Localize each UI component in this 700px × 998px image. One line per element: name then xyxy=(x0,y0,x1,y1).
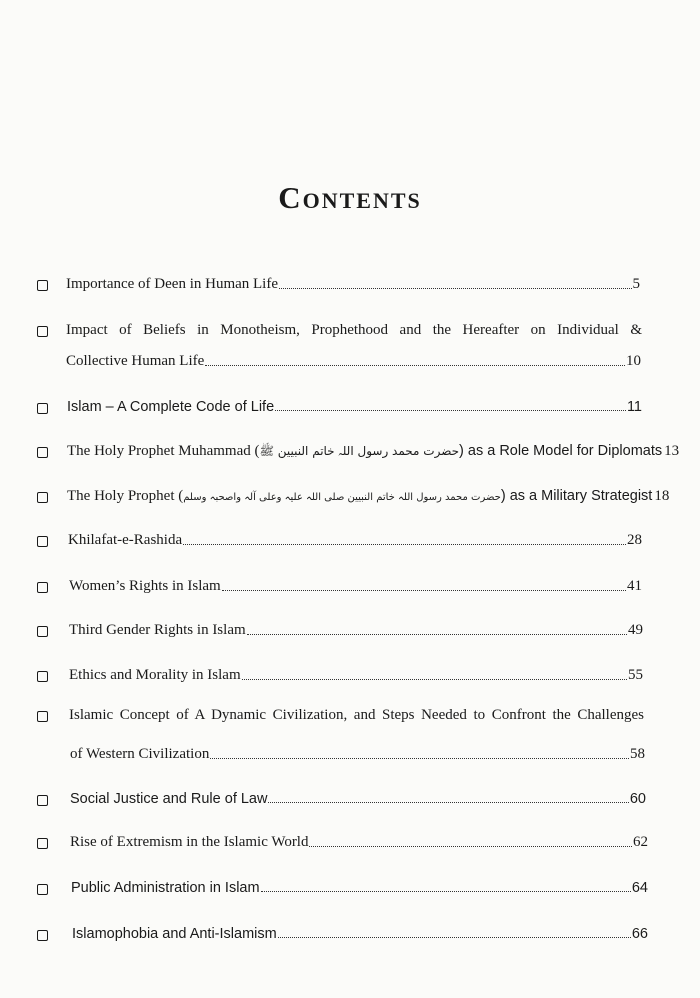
checkbox-bullet-icon xyxy=(37,326,48,337)
toc-page-number: 66 xyxy=(631,926,648,942)
toc-entry-title: Islamophobia and Anti-Islamism xyxy=(72,926,277,942)
checkbox-bullet-icon xyxy=(37,582,48,593)
leader-dots xyxy=(275,410,626,411)
checkbox-bullet-icon xyxy=(37,711,48,722)
toc-page-number: 13 xyxy=(664,443,680,459)
toc-entry-title-line1: Islamic Concept of A Dynamic Civilization, and Steps Needed to Confront the Challenges xyxy=(69,707,644,723)
toc-entry-title-suffix: ) as a Military Strategist xyxy=(500,488,653,504)
leader-dots xyxy=(279,288,632,289)
leader-dots xyxy=(222,590,626,591)
toc-entry-title: Rise of Extremism in the Islamic World xyxy=(70,834,309,850)
leader-dots xyxy=(268,802,628,803)
toc-entry-title-line2: of Western Civilization xyxy=(70,746,210,762)
urdu-honorific: حضرت محمد رسول اللہ خاتم النبیین ﷺ xyxy=(259,444,460,458)
toc-page-number: 55 xyxy=(628,667,643,683)
toc-entry-title: Social Justice and Rule of Law xyxy=(70,791,268,807)
leader-dots xyxy=(247,634,627,635)
checkbox-bullet-icon xyxy=(37,795,48,806)
checkbox-bullet-icon xyxy=(37,280,48,291)
toc-entry-title: Importance of Deen in Human Life xyxy=(66,276,278,292)
checkbox-bullet-icon xyxy=(37,930,48,941)
toc-entry-title: Women’s Rights in Islam xyxy=(69,578,221,594)
leader-dots xyxy=(278,937,631,938)
toc-entry-title: Third Gender Rights in Islam xyxy=(69,622,246,638)
toc-entry-title-line2: Collective Human Life xyxy=(66,353,205,369)
leader-dots xyxy=(309,846,632,847)
checkbox-bullet-icon xyxy=(37,884,48,895)
toc-page-number: 62 xyxy=(633,834,648,850)
page-title: Contents xyxy=(278,180,422,215)
toc-entry-title-line1: Impact of Beliefs in Monotheism, Prophethood and the Hereafter on Individual & xyxy=(66,322,642,338)
toc-page-number: 5 xyxy=(632,276,640,292)
checkbox-bullet-icon xyxy=(37,626,48,637)
leader-dots xyxy=(205,365,625,366)
toc-entry-title: Islam – A Complete Code of Life xyxy=(67,399,275,415)
checkbox-bullet-icon xyxy=(37,838,48,849)
toc-page-number: 10 xyxy=(626,353,641,369)
checkbox-bullet-icon xyxy=(37,671,48,682)
toc-entry-title-suffix: ) as a Role Model for Diplomats xyxy=(459,443,663,459)
checkbox-bullet-icon xyxy=(37,492,48,503)
checkbox-bullet-icon xyxy=(37,536,48,547)
leader-dots xyxy=(261,891,631,892)
leader-dots xyxy=(210,758,629,759)
toc-page-number: 18 xyxy=(654,488,670,504)
toc-page-number: 41 xyxy=(627,578,642,594)
toc-entry-title-prefix: The Holy Prophet ( xyxy=(67,488,184,504)
toc-entry-title: Ethics and Morality in Islam xyxy=(69,667,241,683)
toc-entry-title-prefix: The Holy Prophet Muhammad ( xyxy=(67,443,260,459)
leader-dots xyxy=(183,544,626,545)
checkbox-bullet-icon xyxy=(37,447,48,458)
toc-page-number: 64 xyxy=(631,880,648,896)
checkbox-bullet-icon xyxy=(37,403,48,414)
leader-dots xyxy=(242,679,627,680)
toc-page-number: 58 xyxy=(630,746,645,762)
urdu-honorific: حضرت محمد رسول اللہ خاتم النبیین صلی اللہ علیہ وعلی آلہ واصحبہ وسلم xyxy=(183,492,501,503)
toc-page-number: 28 xyxy=(627,532,642,548)
toc-entry-title: Khilafat-e-Rashida xyxy=(68,532,183,548)
toc-page-number: 11 xyxy=(626,399,642,415)
toc-page-number: 49 xyxy=(628,622,643,638)
toc-page-number: 60 xyxy=(629,791,646,807)
toc-entry-title: Public Administration in Islam xyxy=(71,880,260,896)
